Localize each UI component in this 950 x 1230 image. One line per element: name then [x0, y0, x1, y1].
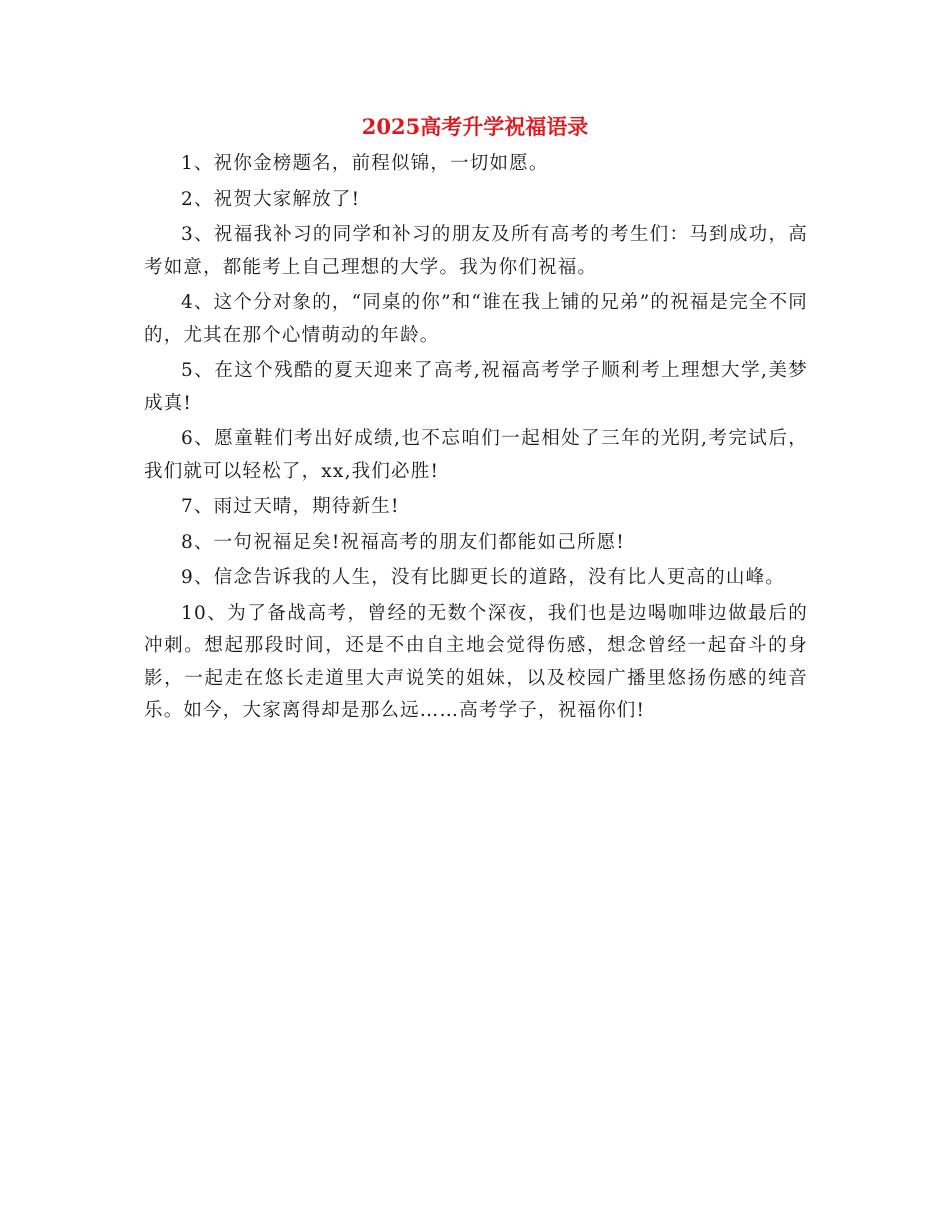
- paragraph-10: 10、为了备战高考，曾经的无数个深夜，我们也是边喝咖啡边做最后的冲刺。想起那段时间，还是不由自主地会觉得伤感，想念曾经一起奋斗的身影，一起走在悠长走道里大声说笑的姐妹，以及校园广播里悠扬伤感的纯音乐。如今，大家离得却是那么远……高考学子，祝福你们!: [144, 602, 808, 721]
- paragraph-8: 8、一句祝福足矣!祝福高考的朋友们都能如己所愿!: [181, 531, 625, 553]
- page-title: 2025高考升学祝福语录: [361, 114, 589, 139]
- paragraph-4: 4、这个分对象的，“同桌的你”和“谁在我上铺的兄弟”的祝福是完全不同的，尤其在那个心情萌动的年龄。: [144, 292, 808, 346]
- document-body: [144, 148, 808, 731]
- paragraph-5: 5、在这个残酷的夏天迎来了高考,祝福高考学子顺利考上理想大学,美梦成真!: [144, 360, 808, 414]
- paragraph-7: 7、雨过天晴，期待新生!: [181, 496, 400, 517]
- paragraph-9: 9、信念告诉我的人生，没有比脚更长的道路，没有比人更高的山峰。: [181, 567, 785, 588]
- paragraph-2: 2、祝贺大家解放了!: [181, 188, 361, 210]
- paragraph-1: 1、祝你金榜题名，前程似锦，一切如愿。: [181, 153, 549, 174]
- paragraph-6: 6、愿童鞋们考出好成绩,也不忘咱们一起相处了三年的光阴,考完试后，我们就可以轻松了，xx,我们必胜!: [144, 428, 808, 482]
- paragraph-3: 3、祝福我补习的同学和补习的朋友及所有高考的考生们：马到成功，高考如意，都能考上自己理想的大学。我为你们祝福。: [144, 224, 808, 278]
